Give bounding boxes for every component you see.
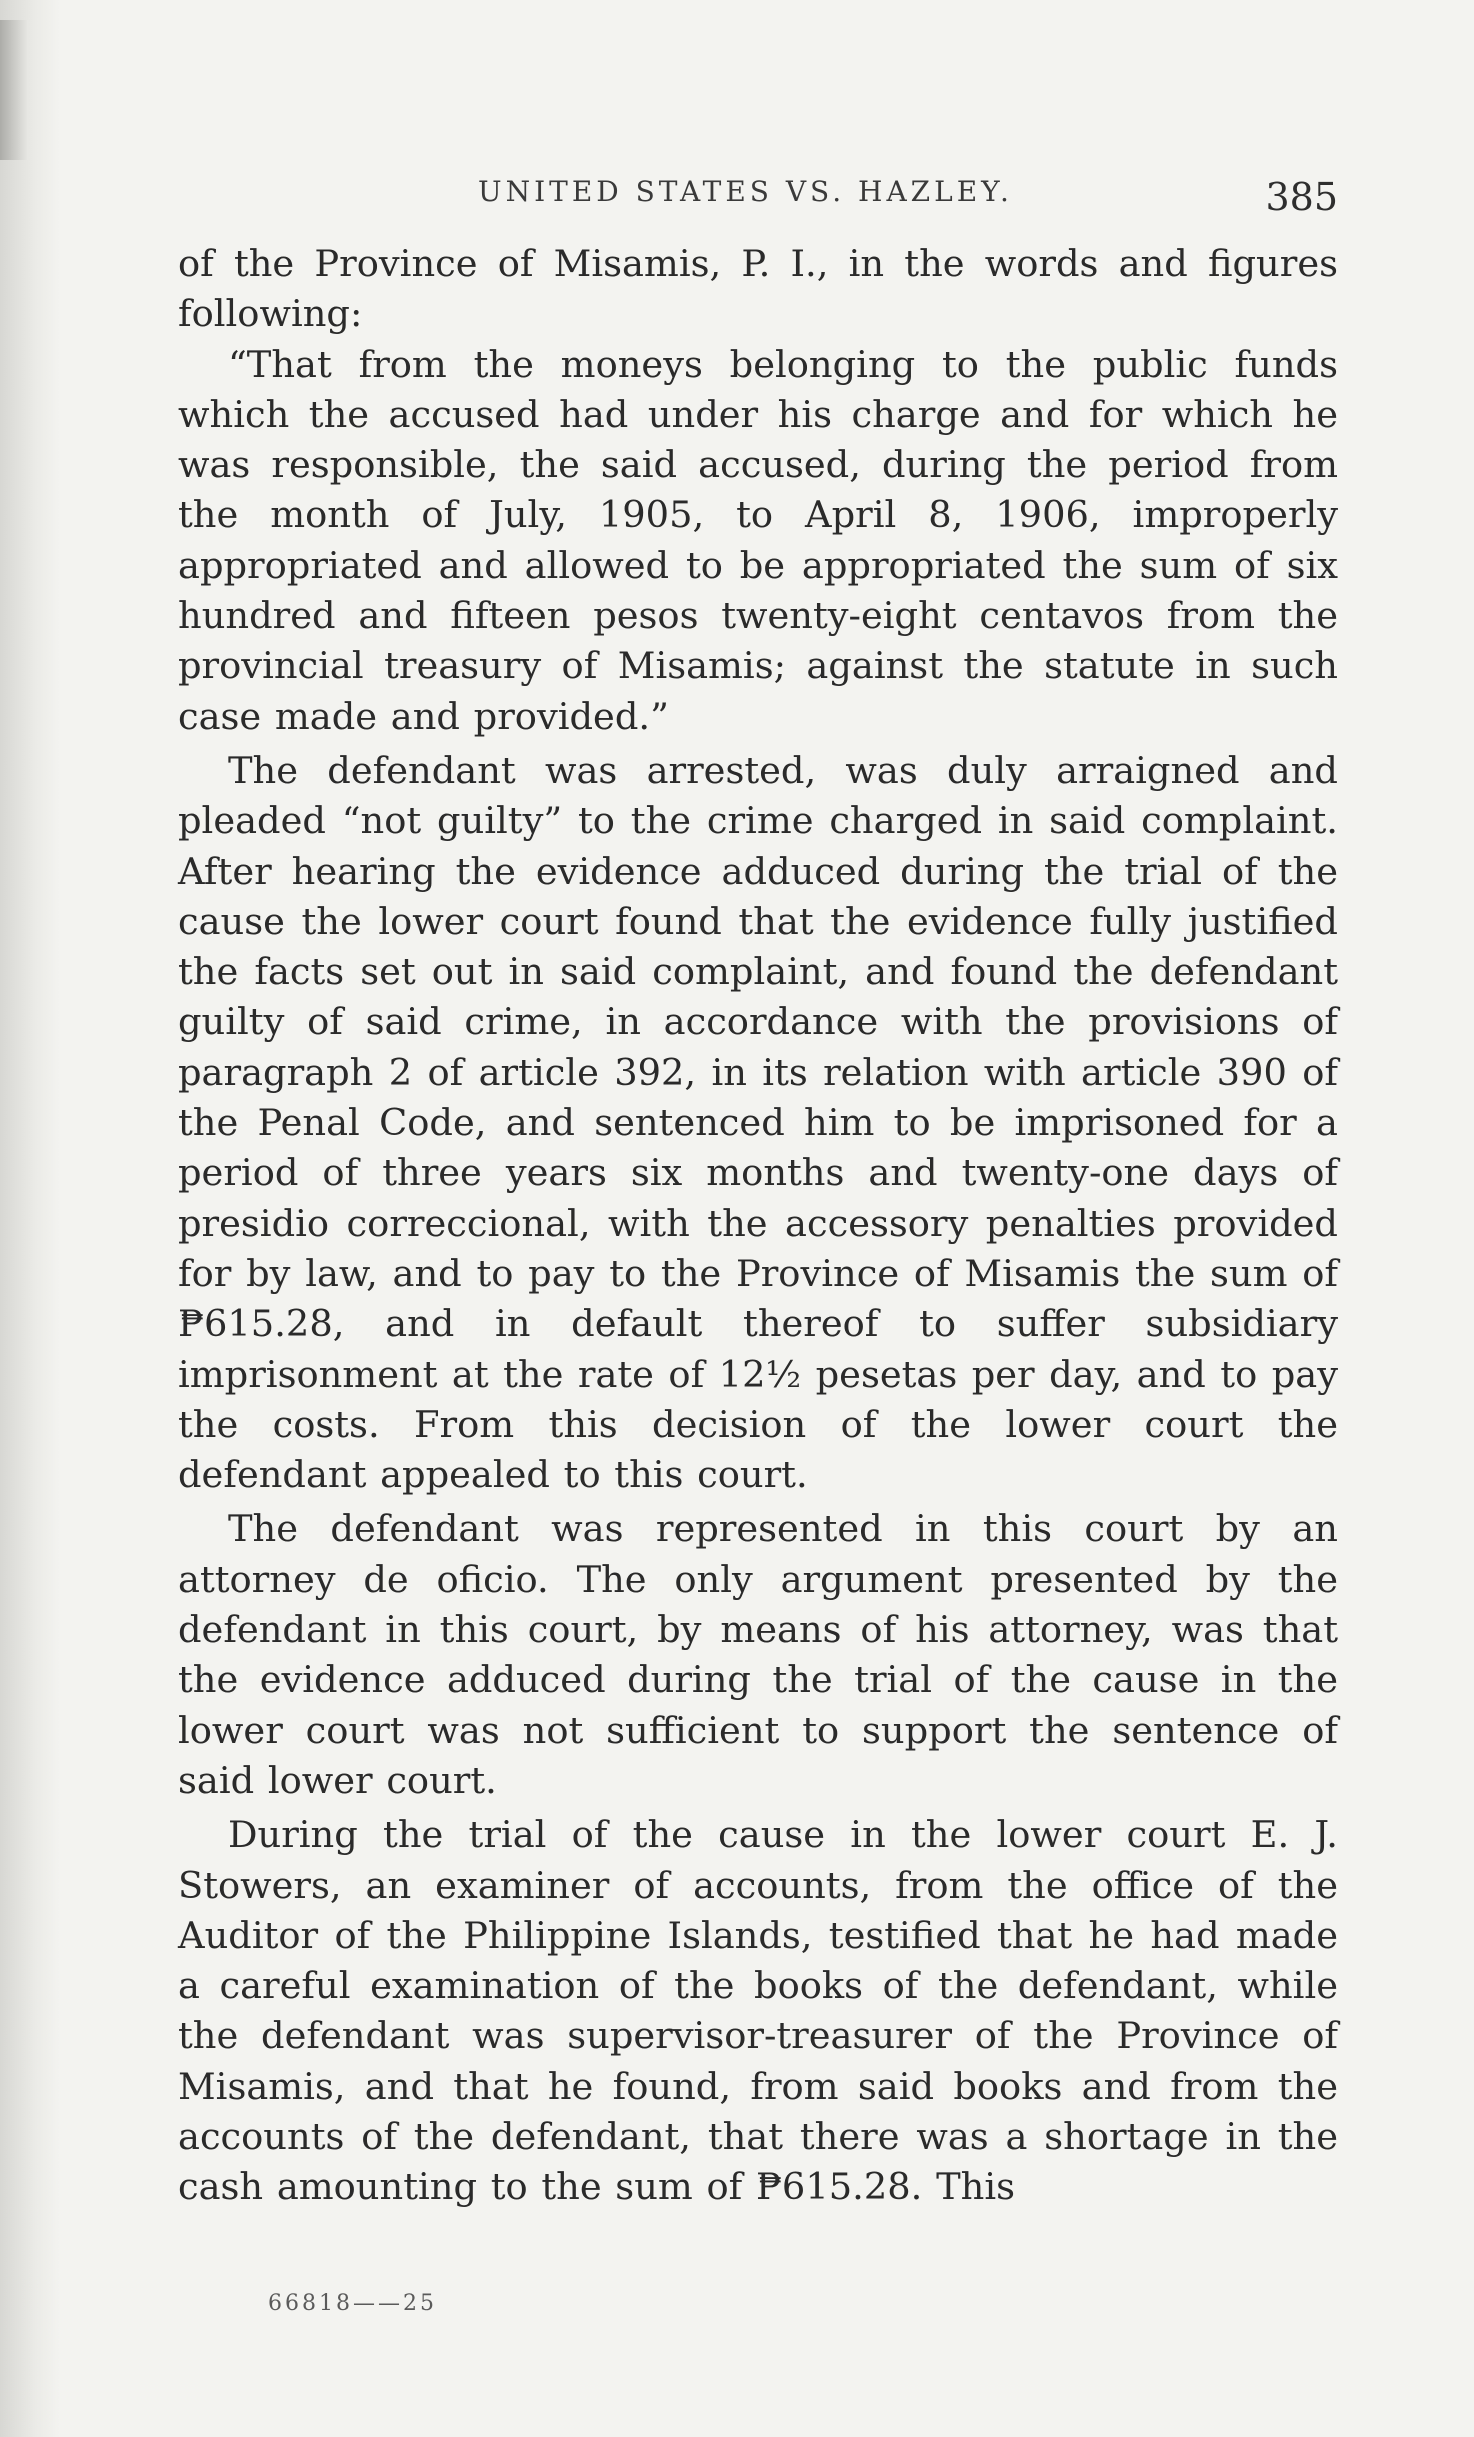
- paragraph-complaint-quote: “That from the moneys belonging to the public funds which the accused had under his charge and for which he was responsible, the said accused, during the period from the month of July, 1905, to April 8, 1906, improperly appropriated and allowed to be appropriated the sum of six hundred and fifteen pesos twenty-eight centavos from the provincial treasury of Misamis; against the statute in such case made and provided.”: [178, 342, 1338, 738]
- running-head: [178, 175, 1338, 235]
- paragraph-continuation: of the Province of Misamis, P. I., in the words and figures following:: [178, 242, 1338, 336]
- paragraph-appeal-argument: The defendant was represented in this court by an attorney de oficio. The only argument presented by the defendant in this court, by means of his attorney, was that the evidence adduced during the trial of the cause in the lower court was not sufficient to support the sentence of said lower court.: [178, 1507, 1338, 1802]
- printer-signature: 66818——25: [268, 2291, 437, 2316]
- running-title: UNITED STATES VS. HAZLEY.: [478, 175, 1013, 208]
- paragraph-testimony: During the trial of the cause in the lower court E. J. Stowers, an examiner of accounts, from the office of the Auditor of the Philippine Islands, testified that he had made a careful examination of the books of the defendant, while the defendant was supervisor-treasurer of the Province of Misamis, and that he found, from said books and from the accounts of the defendant, that there was a shortage in the cash amounting to the sum of ₱615.28. This: [178, 1813, 1338, 2209]
- document-page: [178, 175, 1338, 2213]
- paragraph-arrest-and-sentence: The defendant was arrested, was duly arraigned and pleaded “not guilty” to the crime charged in said complaint. After hearing the evidence adduced during the trial of the cause the lower court found that the evidence fully justified the facts set out in said complaint, and found the defendant guilty of said crime, in accordance with the provisions of paragraph 2 of article 392, in its relation with article 390 of the Penal Code, and sentenced him to be imprisoned for a period of three years six months and twenty-one days of presidio correccional, with the accessory penalties provided for by law, and to pay to the Province of Misamis the sum of ₱615.28, and in default thereof to suffer subsidiary imprisonment at the rate of 12½ pesetas per day, and to pay the costs. From this decision of the lower court the defendant appealed to this court.: [178, 748, 1338, 1497]
- body-text: [178, 239, 1338, 2213]
- page-number: 385: [1265, 175, 1338, 219]
- binding-mark: [0, 20, 28, 160]
- binding-shadow: [0, 0, 60, 2437]
